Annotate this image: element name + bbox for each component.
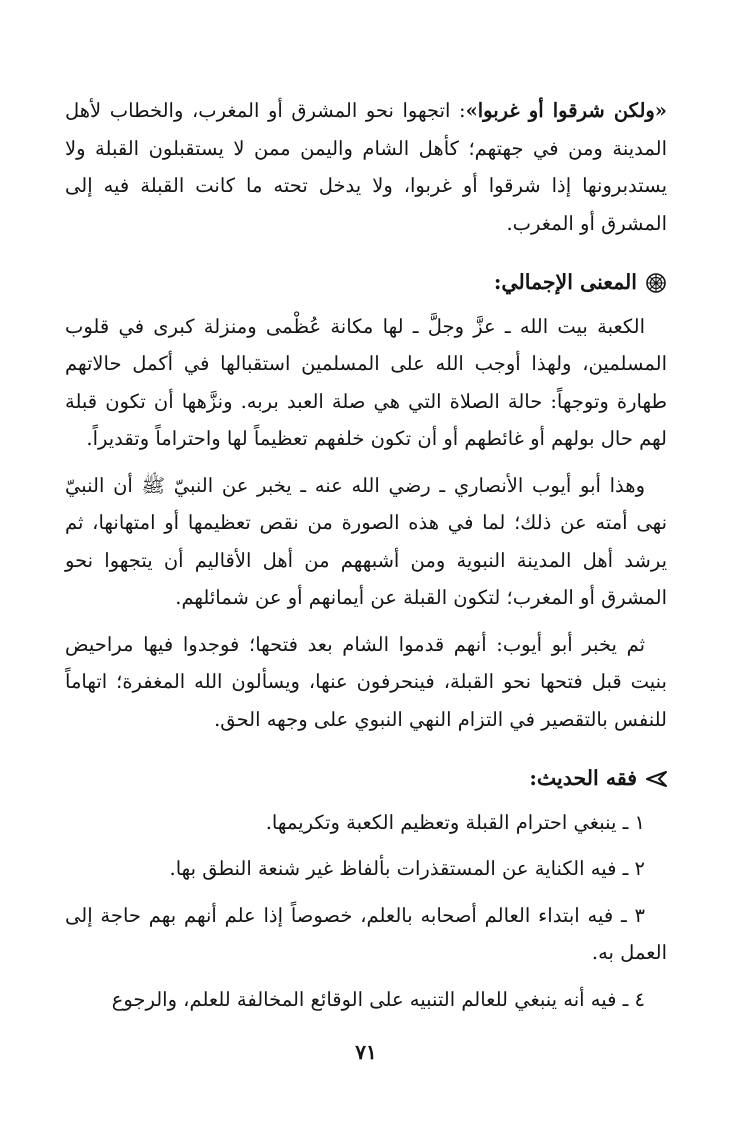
section-heading-fiqh [65, 760, 667, 798]
rosette-icon [645, 272, 667, 294]
intro-paragraph [65, 92, 667, 242]
section-heading-general-meaning [65, 264, 667, 302]
arrow-pointer-icon [645, 768, 667, 790]
list-item: ٢ ـ فيه الكناية عن المستقذرات بألفاظ غير شنعة النطق بها. [169, 857, 645, 880]
list-item: ٣ ـ فيه ابتداء العالم أصحابه بالعلم، خصوصاً إذا علم أنهم بهم حاجة إلى العمل به. [65, 903, 667, 964]
hadith-quote: «ولكن شرقوا أو غربوا» [465, 99, 667, 122]
meaning-paragraph: الكعبة بيت الله ـ عزَّ وجلَّ ـ لها مكانة عُظْمى ومنزلة كبرى في قلوب المسلمين، ولهذا أوجب الله على المسلمين استقبالها في أكمل حالاتهم طهارة وتوجهاً: حالة الصلاة التي هي صلة العبد بربه. ونزَّهها أن تكون قبلة لهم حال بولهم أو غائطهم أو أن تكون خلفهم تعظيماً لها واحتراماً وتقديراً. [65, 314, 667, 450]
fiqh-list [65, 804, 667, 1019]
page-body [65, 92, 667, 1018]
meaning-paragraph: ثم يخبر أبو أيوب: أنهم قدموا الشام بعد فتحها؛ فوجدوا فيها مراحيض بنيت قبل فتحها نحو القبلة، فينحرفون عنها، ويسألون الله المغفرة؛ اتهاماً للنفس بالتقصير في التزام النهي النبوي على وجهه الحق. [65, 632, 667, 731]
intro-text: : اتجهوا نحو المشرق أو المغرب، والخطاب لأهل المدينة ومن في جهتهم؛ كأهل الشام واليمن ممن لا يستقبلون القبلة ولا يستدبرونها إذا شرقوا أو غربوا، ولا يدخل تحته ما كانت القبلة فيه إلى المشرق أو المغرب. [65, 99, 667, 235]
page-number: ٧١ [355, 1040, 377, 1064]
meaning-paragraph: وهذا أبو أيوب الأنصاري ـ رضي الله عنه ـ يخبر عن النبيّ ﷺ أن النبيّ نهى أمته عن ذلك؛ لما في هذه الصورة من نقص تعظيمها أو امتهانها، ثم يرشد أهل المدينة النبوية ومن أشبههم من أهل الأقاليم أن يتجهوا نحو المشرق أو المغرب؛ لتكون القبلة عن أيمانهم أو عن شمائلهم. [65, 473, 667, 609]
list-item: ٤ ـ فيه أنه ينبغي للعالم التنبيه على الوقائع المخالفة للعلم، والرجوع [111, 987, 645, 1011]
section-heading-label: المعنى الإجمالي: [493, 270, 637, 294]
section-heading-label: فقه الحديث: [529, 766, 637, 790]
list-item: ١ ـ ينبغي احترام القبلة وتعظيم الكعبة وتكريمها. [265, 810, 645, 834]
